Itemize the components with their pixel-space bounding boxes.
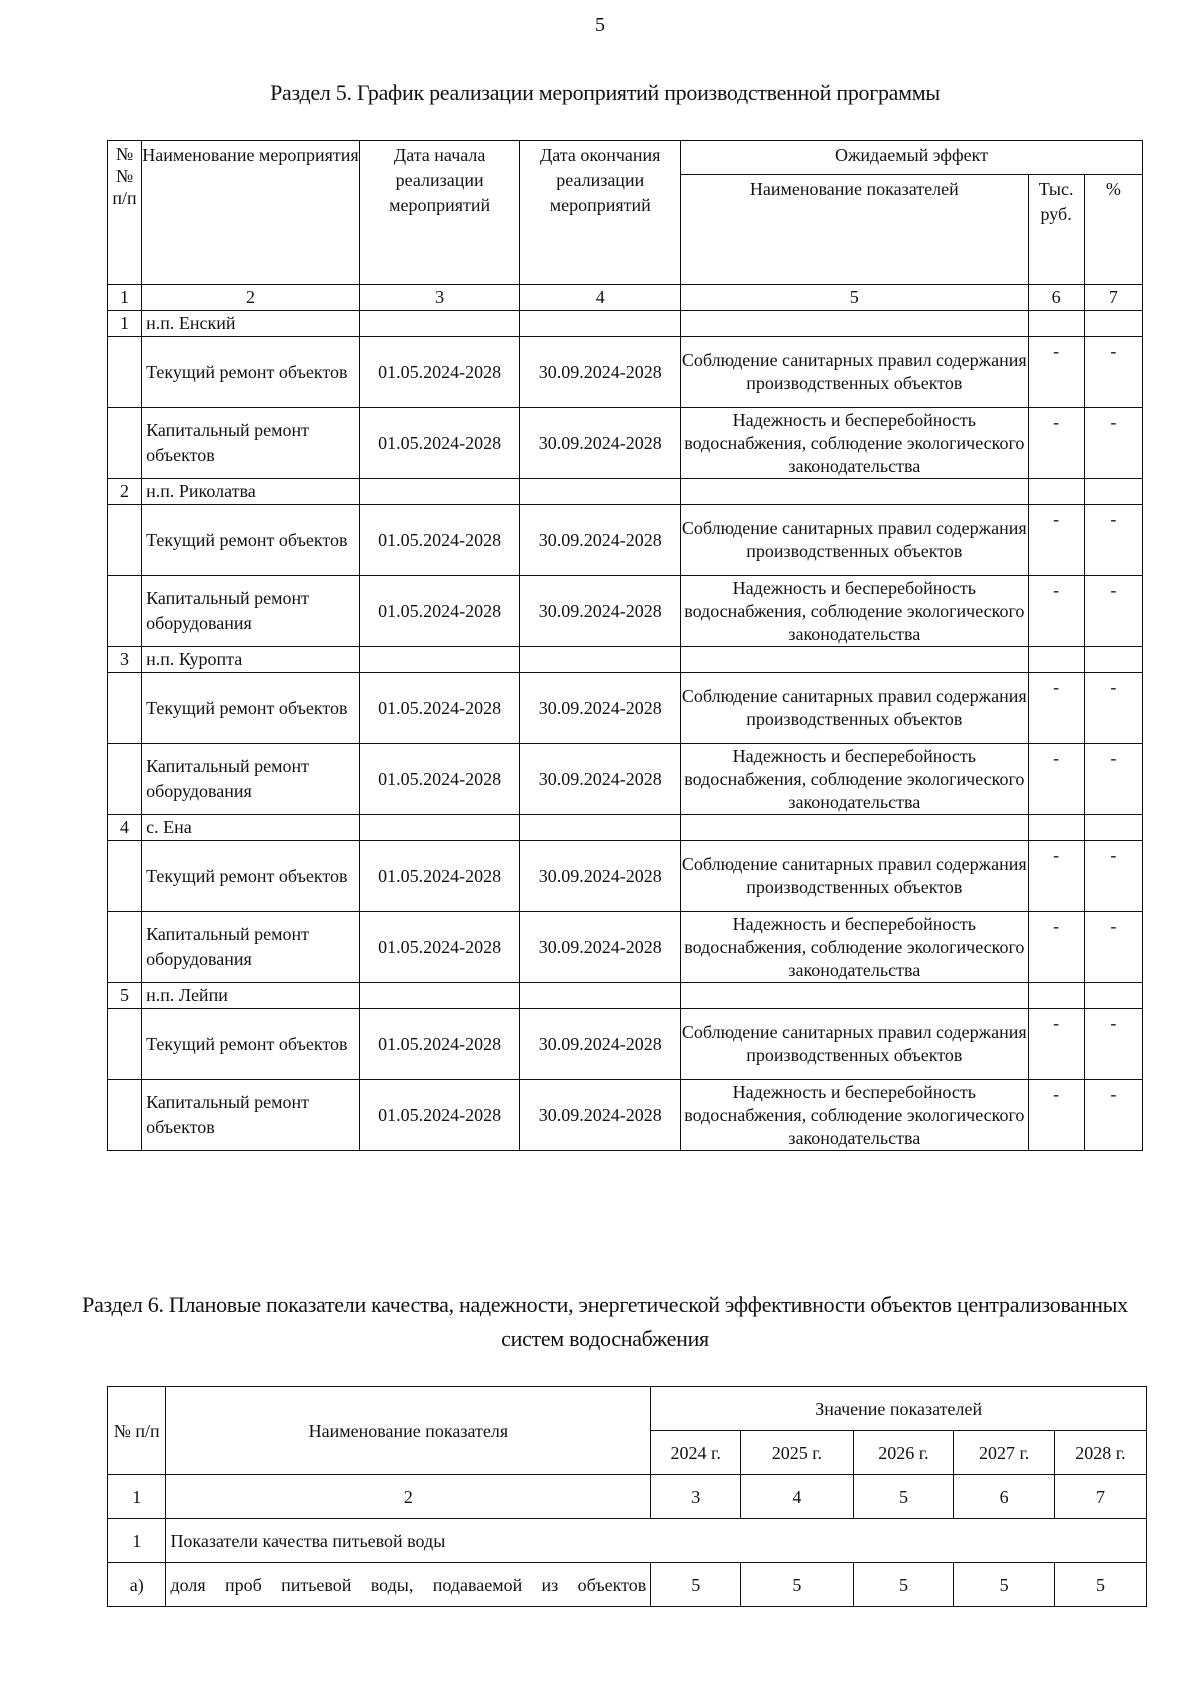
expected-effect: Надежность и бесперебойность водоснабжения, соблюдение экологического законодательства: [681, 1080, 1029, 1151]
expected-effect: Надежность и бесперебойность водоснабжения, соблюдение экологического законодательства: [681, 744, 1029, 815]
start-date: 01.05.2024-2028: [359, 744, 520, 815]
end-date: 30.09.2024-2028: [520, 505, 681, 576]
end-date: 30.09.2024-2028: [520, 337, 681, 408]
empty-cell: [108, 505, 142, 576]
cost-thousand-rub: -: [1028, 673, 1084, 744]
empty-cell: [359, 815, 520, 841]
header-thousand-rub: Тыс. руб.: [1028, 175, 1084, 285]
year-header: 2024 г.: [651, 1431, 741, 1475]
empty-cell: [520, 311, 681, 337]
start-date: 01.05.2024-2028: [359, 337, 520, 408]
expected-effect: Надежность и бесперебойность водоснабжения, соблюдение экологического законодательства: [681, 912, 1029, 983]
empty-cell: [520, 815, 681, 841]
empty-cell: [1084, 983, 1142, 1009]
table-row: [108, 744, 1143, 815]
activity-name: Капитальный ремонт оборудования: [142, 744, 360, 815]
schedule-table: [107, 140, 1143, 1151]
start-date: 01.05.2024-2028: [359, 408, 520, 479]
cost-thousand-rub: -: [1028, 337, 1084, 408]
page-number: 5: [595, 14, 605, 36]
table-row: [108, 1080, 1143, 1151]
activity-name: Капитальный ремонт оборудования: [142, 576, 360, 647]
empty-cell: [1084, 479, 1142, 505]
header-num: № № п/п: [108, 141, 142, 285]
empty-cell: [108, 912, 142, 983]
activity-name: Текущий ремонт объектов: [142, 505, 360, 576]
activity-name: Текущий ремонт объектов: [142, 841, 360, 912]
empty-cell: [681, 311, 1029, 337]
start-date: 01.05.2024-2028: [359, 1009, 520, 1080]
indicator-value: 5: [651, 1563, 741, 1607]
effect-percent: -: [1084, 1009, 1142, 1080]
empty-cell: [108, 1080, 142, 1151]
empty-cell: [1084, 311, 1142, 337]
empty-cell: [359, 479, 520, 505]
row-number: 1: [108, 1519, 166, 1563]
effect-percent: -: [1084, 337, 1142, 408]
group-row: [108, 647, 1143, 673]
year-header: 2028 г.: [1054, 1431, 1146, 1475]
year-header: 2025 г.: [741, 1431, 854, 1475]
expected-effect: Соблюдение санитарных правил содержания производственных объектов: [681, 1009, 1029, 1080]
start-date: 01.05.2024-2028: [359, 1080, 520, 1151]
column-number: 6: [954, 1475, 1055, 1519]
empty-cell: [1028, 479, 1084, 505]
table-row: [108, 408, 1143, 479]
group-number: 4: [108, 815, 142, 841]
settlement-name: н.п. Лейпи: [142, 983, 360, 1009]
start-date: 01.05.2024-2028: [359, 841, 520, 912]
group-row: [108, 479, 1143, 505]
effect-percent: -: [1084, 505, 1142, 576]
empty-cell: [1084, 647, 1142, 673]
end-date: 30.09.2024-2028: [520, 912, 681, 983]
empty-cell: [520, 647, 681, 673]
start-date: 01.05.2024-2028: [359, 505, 520, 576]
header-indicator-name: Наименование показателя: [166, 1387, 651, 1475]
cost-thousand-rub: -: [1028, 912, 1084, 983]
table-row: [108, 505, 1143, 576]
table-row: [108, 337, 1143, 408]
empty-cell: [1028, 311, 1084, 337]
header-expected-effect: Ожидаемый эффект: [681, 141, 1143, 175]
start-date: 01.05.2024-2028: [359, 673, 520, 744]
header-start-date: Дата начала реализации мероприятий: [359, 141, 520, 285]
end-date: 30.09.2024-2028: [520, 673, 681, 744]
group-number: 3: [108, 647, 142, 673]
empty-cell: [108, 337, 142, 408]
settlement-name: н.п. Куропта: [142, 647, 360, 673]
indicator-value: 5: [1054, 1563, 1146, 1607]
header-end-date: Дата окончания реализации мероприятий: [520, 141, 681, 285]
empty-cell: [1028, 815, 1084, 841]
column-number: 3: [651, 1475, 741, 1519]
group-number: 1: [108, 311, 142, 337]
column-number: 1: [108, 285, 142, 311]
cost-thousand-rub: -: [1028, 744, 1084, 815]
empty-cell: [108, 841, 142, 912]
column-numbers-row: [108, 1475, 1147, 1519]
column-number: 4: [520, 285, 681, 311]
expected-effect: Соблюдение санитарных правил содержания производственных объектов: [681, 841, 1029, 912]
start-date: 01.05.2024-2028: [359, 576, 520, 647]
cost-thousand-rub: -: [1028, 1080, 1084, 1151]
cost-thousand-rub: -: [1028, 841, 1084, 912]
empty-cell: [520, 983, 681, 1009]
column-number: 4: [741, 1475, 854, 1519]
effect-percent: -: [1084, 576, 1142, 647]
header-name: Наименование мероприятия: [142, 141, 360, 285]
empty-cell: [1028, 647, 1084, 673]
expected-effect: Надежность и бесперебойность водоснабжения, соблюдение экологического законодательства: [681, 576, 1029, 647]
settlement-name: с. Ена: [142, 815, 360, 841]
column-number: 2: [142, 285, 360, 311]
effect-percent: -: [1084, 408, 1142, 479]
activity-name: Текущий ремонт объектов: [142, 337, 360, 408]
table-row: [108, 841, 1143, 912]
end-date: 30.09.2024-2028: [520, 841, 681, 912]
indicator-value: 5: [954, 1563, 1055, 1607]
column-number: 2: [166, 1475, 651, 1519]
empty-cell: [108, 1009, 142, 1080]
empty-cell: [520, 479, 681, 505]
empty-cell: [108, 744, 142, 815]
effect-percent: -: [1084, 912, 1142, 983]
indicator-group-name: Показатели качества питьевой воды: [166, 1519, 1147, 1563]
empty-cell: [359, 311, 520, 337]
cost-thousand-rub: -: [1028, 1009, 1084, 1080]
column-number: 7: [1084, 285, 1142, 311]
year-header: 2026 г.: [853, 1431, 954, 1475]
start-date: 01.05.2024-2028: [359, 912, 520, 983]
effect-percent: -: [1084, 673, 1142, 744]
empty-cell: [681, 479, 1029, 505]
activity-name: Капитальный ремонт объектов: [142, 408, 360, 479]
group-number: 2: [108, 479, 142, 505]
column-number: 1: [108, 1475, 166, 1519]
expected-effect: Соблюдение санитарных правил содержания производственных объектов: [681, 337, 1029, 408]
end-date: 30.09.2024-2028: [520, 1080, 681, 1151]
expected-effect: Соблюдение санитарных правил содержания производственных объектов: [681, 673, 1029, 744]
empty-cell: [108, 408, 142, 479]
indicators-table: [107, 1386, 1147, 1607]
activity-name: Текущий ремонт объектов: [142, 1009, 360, 1080]
settlement-name: н.п. Енский: [142, 311, 360, 337]
empty-cell: [681, 647, 1029, 673]
header-num: № п/п: [108, 1387, 166, 1475]
table-row: [108, 673, 1143, 744]
table-row: [108, 912, 1143, 983]
section6-title: Раздел 6. Плановые показатели качества, надежности, энергетической эффективности объектов централизованных систем водоснабжения: [82, 1292, 1128, 1351]
end-date: 30.09.2024-2028: [520, 744, 681, 815]
table-row: [108, 576, 1143, 647]
group-number: 5: [108, 983, 142, 1009]
effect-percent: -: [1084, 744, 1142, 815]
empty-cell: [681, 815, 1029, 841]
effect-percent: -: [1084, 841, 1142, 912]
empty-cell: [108, 576, 142, 647]
empty-cell: [359, 647, 520, 673]
settlement-name: н.п. Риколатва: [142, 479, 360, 505]
empty-cell: [108, 673, 142, 744]
year-header: 2027 г.: [954, 1431, 1055, 1475]
group-row: [108, 311, 1143, 337]
end-date: 30.09.2024-2028: [520, 408, 681, 479]
activity-name: Капитальный ремонт объектов: [142, 1080, 360, 1151]
section5-title: Раздел 5. График реализации мероприятий производственной программы: [270, 80, 940, 105]
indicator-name: доля проб питьевой воды, подаваемой из объектов: [166, 1563, 651, 1607]
header-percent: %: [1084, 175, 1142, 285]
end-date: 30.09.2024-2028: [520, 1009, 681, 1080]
activity-name: Капитальный ремонт оборудования: [142, 912, 360, 983]
empty-cell: [1084, 815, 1142, 841]
group-row: [108, 983, 1143, 1009]
empty-cell: [1028, 983, 1084, 1009]
indicator-value: 5: [741, 1563, 854, 1607]
expected-effect: Надежность и бесперебойность водоснабжения, соблюдение экологического законодательства: [681, 408, 1029, 479]
table-header-row: [108, 1387, 1147, 1431]
cost-thousand-rub: -: [1028, 505, 1084, 576]
row-number: а): [108, 1563, 166, 1607]
indicator-value: 5: [853, 1563, 954, 1607]
activity-name: Текущий ремонт объектов: [142, 673, 360, 744]
header-values: Значение показателей: [651, 1387, 1147, 1431]
column-number: 3: [359, 285, 520, 311]
effect-percent: -: [1084, 1080, 1142, 1151]
table-row: [108, 1009, 1143, 1080]
column-number: 5: [681, 285, 1029, 311]
table-row: [108, 1519, 1147, 1563]
cost-thousand-rub: -: [1028, 576, 1084, 647]
column-number: 6: [1028, 285, 1084, 311]
column-number: 5: [853, 1475, 954, 1519]
table-row: [108, 1563, 1147, 1607]
header-indicators: Наименование показателей: [681, 175, 1029, 285]
empty-cell: [359, 983, 520, 1009]
cost-thousand-rub: -: [1028, 408, 1084, 479]
expected-effect: Соблюдение санитарных правил содержания производственных объектов: [681, 505, 1029, 576]
empty-cell: [681, 983, 1029, 1009]
column-number: 7: [1054, 1475, 1146, 1519]
end-date: 30.09.2024-2028: [520, 576, 681, 647]
table-header-row: [108, 141, 1143, 175]
column-numbers-row: [108, 285, 1143, 311]
group-row: [108, 815, 1143, 841]
